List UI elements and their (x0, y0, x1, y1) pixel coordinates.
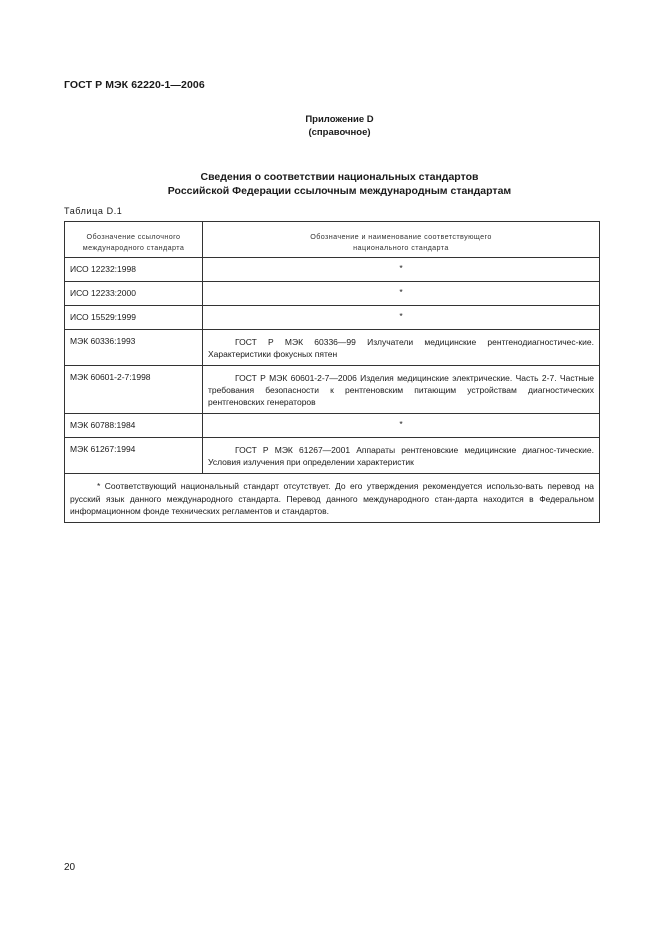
international-code-cell: МЭК 61267:1994 (65, 438, 203, 474)
national-standard-cell: * (203, 306, 600, 330)
appendix-title: Приложение D (305, 114, 374, 125)
table-row (65, 438, 600, 474)
header-col1-line-2: международного стандарта (82, 242, 185, 252)
header-international-standard (65, 222, 203, 258)
section-title-line-2: Российской Федерации ссылочным международным стандартам (167, 184, 512, 197)
header-national-standard (203, 222, 600, 258)
header-col2-line-1: Обозначение и наименование соответствующего (310, 232, 492, 241)
table-header-row (65, 222, 600, 258)
national-standard-cell: * (203, 282, 600, 306)
header-col2-line-2: национального стандарта (353, 242, 449, 252)
national-standard-cell: ГОСТ Р МЭК 60336—99 Излучатели медицинские рентгенодиагностичес-кие. Характеристики фокусных пятен (203, 330, 600, 366)
international-code-cell: МЭК 60601-2-7:1998 (65, 366, 203, 414)
section-title (0, 171, 661, 198)
table-row (65, 366, 600, 414)
table-row (65, 306, 600, 330)
page-number: 20 (64, 862, 76, 873)
table-row (65, 330, 600, 366)
international-code-cell: ИСО 12233:2000 (65, 282, 203, 306)
national-standard-cell: ГОСТ Р МЭК 60601-2-7—2006 Изделия медицинские электрические. Часть 2-7. Частные требования безопасности к рентгеновским питающим устройствам диагностических рентгеновских генераторов (203, 366, 600, 414)
table-footnote-row (65, 474, 600, 523)
header-col1-line-1: Обозначение ссылочного (86, 232, 181, 241)
national-standard-cell: * (203, 258, 600, 282)
standards-correspondence-table (64, 221, 600, 523)
national-standard-cell: ГОСТ Р МЭК 61267—2001 Аппараты рентгеновские медицинские диагнос-тические. Условия излучения при определении характеристик (203, 438, 600, 474)
section-title-line-1: Сведения о соответствии национальных стандартов (200, 171, 479, 183)
table-row (65, 414, 600, 438)
table-label: Таблица D.1 (64, 206, 123, 216)
table-row (65, 258, 600, 282)
table-footnote: * Соответствующий национальный стандарт отсутствует. До его утверждения рекомендуется использо-вать перевод на русский язык данного международного стандарта. Перевод данного международного стан-дарта находится в Федеральном информационном фонде технических регламентов и стандартов. (65, 474, 600, 523)
national-standard-cell: * (203, 414, 600, 438)
international-code-cell: ИСО 12232:1998 (65, 258, 203, 282)
international-code-cell: ИСО 15529:1999 (65, 306, 203, 330)
international-code-cell: МЭК 60336:1993 (65, 330, 203, 366)
document-standard-code: ГОСТ Р МЭК 62220-1—2006 (64, 79, 205, 91)
appendix-subtitle: (справочное) (308, 126, 371, 138)
international-code-cell: МЭК 60788:1984 (65, 414, 203, 438)
table-row (65, 282, 600, 306)
appendix-heading (0, 114, 661, 139)
